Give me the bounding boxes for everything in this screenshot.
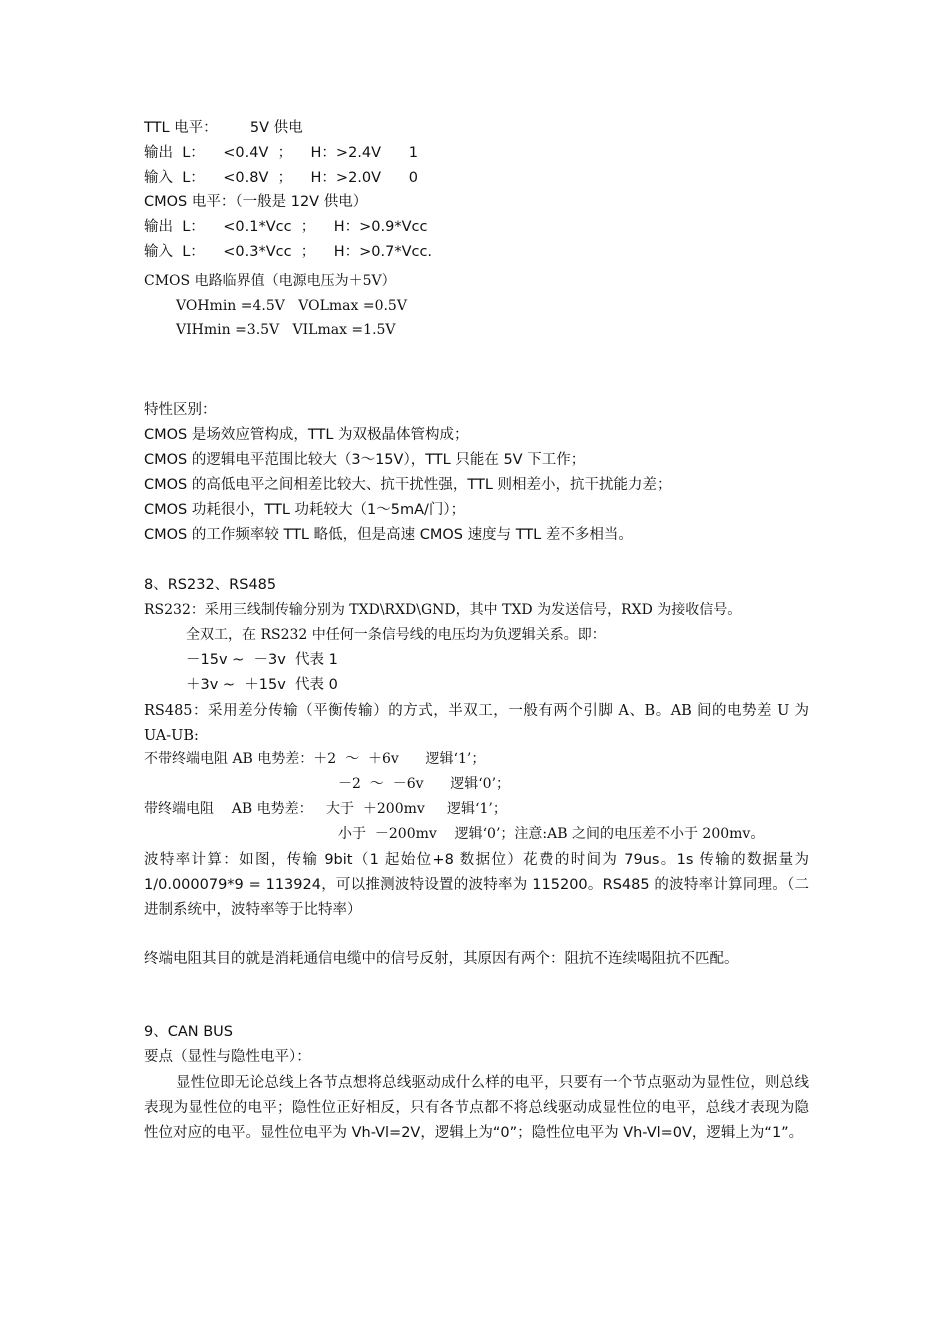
ttl-input-line: 输入 L： <0.8V ； H：>2.0V 0 xyxy=(144,170,418,186)
baud-rate-paragraph: 波特率计算：如图，传输 9bit（1 起始位+8 数据位）花费的时间为 79us。1s 传输的数据量为 1/0.000079*9 = 113924，可以推测波特设置的波特率为 115200。RS485 的波特率计算同理。（二进制系统中，波特率等于比特率） xyxy=(144,852,809,918)
rs485-no-termination-logic-1: 不带终端电阻 AB 电势差：＋2 ～ ＋6v 逻辑‘1’； xyxy=(144,751,486,767)
difference-item: CMOS 的工作频率较 TTL 略低，但是高速 CMOS 速度与 TTL 差不多相当。 xyxy=(144,527,633,543)
rs485-description: RS485：采用差分传输（平衡传输）的方式，半双工，一般有两个引脚 A、B。AB 间的电势差 U 为 UA-UB: xyxy=(144,703,809,744)
difference-item: CMOS 的高低电平之间相差比较大、抗干扰性强，TTL 则相差小，抗干扰能力差； xyxy=(144,477,672,493)
section-9-heading: 9、CAN BUS xyxy=(144,1024,233,1040)
rs485-termination-logic-0: 小于 －200mv 逻辑‘0’；注意:AB 之间的电压差不小于 200mv。 xyxy=(338,826,765,842)
rs485-termination-logic-1: 带终端电阻 AB 电势差： 大于 ＋200mv 逻辑‘1’； xyxy=(144,801,507,817)
section-8-heading: 8、RS232、RS485 xyxy=(144,577,277,593)
can-dominant-recessive-paragraph: 显性位即无论总线上各节点想将总线驱动成什么样的电平，只要有一个节点驱动为显性位，则总线表现为显性位的电平；隐性位正好相反，只有各节点都不将总线驱动成显性位的电平，总线才表现为隐性位对应的电平。显性位电平为 Vh-Vl=2V，逻辑上为“0”；隐性位电平为 Vh-Vl=0V，逻辑上为“1”。 xyxy=(144,1075,809,1141)
cmos-threshold-heading: CMOS 电路临界值（电源电压为＋5V） xyxy=(144,273,396,289)
rs232-description: RS232：采用三线制传输分别为 TXD\RXD\GND，其中 TXD 为发送信号，RXD 为接收信号。 xyxy=(144,602,742,618)
cmos-threshold-voh: VOHmin =4.5V VOLmax =0.5V xyxy=(176,298,407,314)
difference-item: CMOS 功耗很小，TTL 功耗较大（1～5mA/门）； xyxy=(144,502,466,518)
rs232-logic-0: ＋3v ~ ＋15v 代表 0 xyxy=(186,677,338,693)
can-key-points-heading: 要点（显性与隐性电平）： xyxy=(144,1049,311,1065)
rs485-no-termination-logic-0: －2 ～ －6v 逻辑‘0’； xyxy=(338,776,511,792)
ttl-output-line: 输出 L： <0.4V ； H：>2.4V 1 xyxy=(144,145,418,161)
difference-item: CMOS 的逻辑电平范围比较大（3～15V），TTL 只能在 5V 下工作； xyxy=(144,452,586,468)
cmos-threshold-vih: VIHmin =3.5V VILmax =1.5V xyxy=(176,322,396,338)
cmos-level-heading: CMOS 电平：（一般是 12V 供电） xyxy=(144,194,368,210)
difference-item: CMOS 是场效应管构成，TTL 为双极晶体管构成； xyxy=(144,427,469,443)
ttl-level-heading: TTL 电平： 5V 供电 xyxy=(144,120,303,136)
cmos-output-line: 输出 L： <0.1*Vcc ； H：>0.9*Vcc xyxy=(144,219,428,235)
rs232-logic-1: －15v ~ －3v 代表 1 xyxy=(186,652,338,668)
rs232-duplex-note: 全双工，在 RS232 中任何一条信号线的电压均为负逻辑关系。即： xyxy=(186,627,606,643)
termination-resistor-paragraph: 终端电阻其目的就是消耗通信电缆中的信号反射，其原因有两个：阻抗不连续喝阻抗不匹配。 xyxy=(144,951,739,967)
difference-heading: 特性区别： xyxy=(144,402,217,418)
cmos-input-line: 输入 L： <0.3*Vcc ； H：>0.7*Vcc. xyxy=(144,244,433,260)
